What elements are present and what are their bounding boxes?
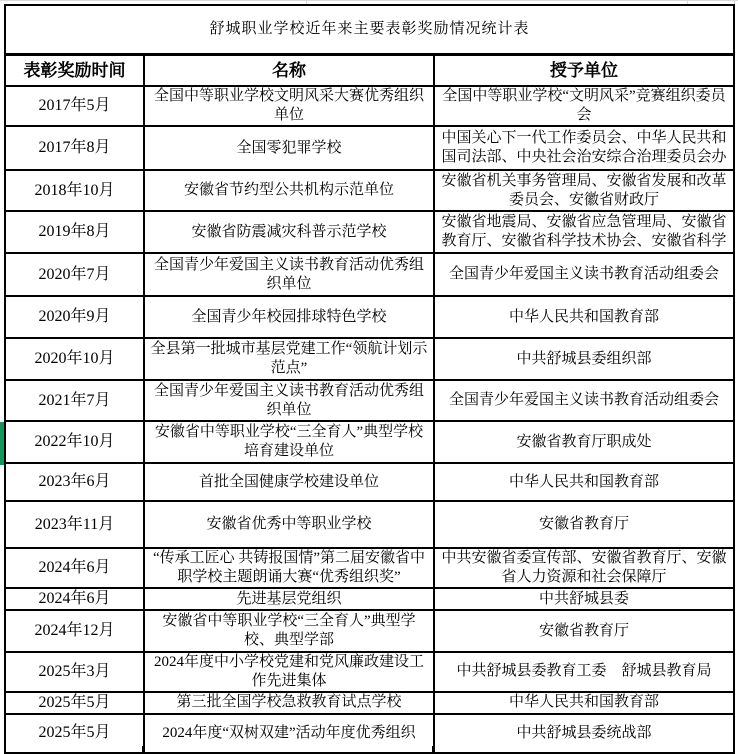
award-unit-cell[interactable]: 中共舒城县委 xyxy=(434,588,734,610)
awards-table xyxy=(4,4,735,754)
award-time-cell[interactable]: 2020年7月 xyxy=(5,253,144,296)
award-unit-cell[interactable]: 中共舒城县委教育工委 舒城县教育局 xyxy=(434,652,734,692)
award-unit-cell[interactable]: 安徽省教育厅 xyxy=(434,610,734,652)
table-row xyxy=(5,463,734,501)
award-unit-cell[interactable]: 全国青少年爱国主义读书教育活动组委会 xyxy=(434,253,734,296)
table-border-stub xyxy=(142,746,144,753)
table-border-stub xyxy=(432,746,434,753)
table-row xyxy=(5,692,734,714)
award-time-cell[interactable]: 2021年7月 xyxy=(5,380,144,421)
award-time-cell[interactable]: 2024年12月 xyxy=(5,610,144,652)
award-name-cell[interactable]: 先进基层党组织 xyxy=(144,588,434,610)
award-unit-cell[interactable]: 中华人民共和国教育部 xyxy=(434,463,734,501)
award-time-cell[interactable]: 2023年6月 xyxy=(5,463,144,501)
award-time-cell[interactable]: 2020年10月 xyxy=(5,338,144,380)
award-time-cell[interactable]: 2019年8月 xyxy=(5,211,144,253)
award-name-cell[interactable]: 全国中等职业学校文明风采大赛优秀组织单位 xyxy=(144,86,434,126)
column-header-unit[interactable]: 授予单位 xyxy=(434,54,734,86)
column-header-time[interactable]: 表彰奖励时间 xyxy=(5,54,144,86)
award-name-cell[interactable]: 全国青少年爱国主义读书教育活动优秀组织单位 xyxy=(144,253,434,296)
award-unit-cell[interactable]: 中华人民共和国教育部 xyxy=(434,296,734,338)
award-time-cell[interactable]: 2023年11月 xyxy=(5,501,144,548)
table-row xyxy=(5,652,734,692)
award-time-cell[interactable]: 2024年6月 xyxy=(5,548,144,588)
award-unit-cell[interactable]: 安徽省教育厅 xyxy=(434,501,734,548)
header-row xyxy=(5,54,734,86)
award-name-cell[interactable]: 全国青少年爱国主义读书教育活动优秀组织单位 xyxy=(144,380,434,421)
award-name-cell[interactable]: 安徽省中等职业学校“三全育人”典型学校、典型学部 xyxy=(144,610,434,652)
table-row xyxy=(5,211,734,253)
award-name-cell[interactable]: 安徽省优秀中等职业学校 xyxy=(144,501,434,548)
award-name-cell[interactable]: 首批全国健康学校建设单位 xyxy=(144,463,434,501)
table-row xyxy=(5,86,734,126)
award-time-cell[interactable]: 2017年8月 xyxy=(5,126,144,170)
award-unit-cell[interactable]: 中共舒城县委统战部 xyxy=(434,714,734,753)
award-time-cell[interactable]: 2025年5月 xyxy=(5,692,144,714)
table-row xyxy=(5,714,734,753)
award-unit-cell[interactable]: 安徽省教育厅职成处 xyxy=(434,421,734,463)
award-time-cell[interactable]: 2022年10月 xyxy=(5,421,144,463)
award-name-cell[interactable]: “传承工匠心 共铸报国情”第二届安徽省中职学校主题朗诵大赛“优秀组织奖” xyxy=(144,548,434,588)
table-row xyxy=(5,253,734,296)
award-time-cell[interactable]: 2025年3月 xyxy=(5,652,144,692)
table-row xyxy=(5,380,734,421)
award-time-cell[interactable]: 2017年5月 xyxy=(5,86,144,126)
award-time-cell[interactable]: 2024年6月 xyxy=(5,588,144,610)
table-row xyxy=(5,501,734,548)
award-unit-cell[interactable]: 全国中等职业学校“文明风采”竞赛组织委员会 xyxy=(434,86,734,126)
award-name-cell[interactable]: 2024年度中小学校党建和党风廉政建设工作先进集体 xyxy=(144,652,434,692)
award-name-cell[interactable]: 2024年度“双树双建”活动年度优秀组织 xyxy=(144,714,434,753)
table-row xyxy=(5,610,734,652)
award-name-cell[interactable]: 安徽省中等职业学校“三全育人”典型学校培育建设单位 xyxy=(144,421,434,463)
award-name-cell[interactable]: 全国青少年校园排球特色学校 xyxy=(144,296,434,338)
award-name-cell[interactable]: 安徽省节约型公共机构示范单位 xyxy=(144,170,434,211)
award-name-cell[interactable]: 全县第一批城市基层党建工作“领航计划示范点” xyxy=(144,338,434,380)
award-unit-cell[interactable]: 安徽省机关事务管理局、安徽省发展和改革委员会、安徽省财政厅 xyxy=(434,170,734,211)
award-name-cell[interactable]: 全国零犯罪学校 xyxy=(144,126,434,170)
table-row xyxy=(5,421,734,463)
award-time-cell[interactable]: 2018年10月 xyxy=(5,170,144,211)
selected-cell-highlight xyxy=(0,422,4,465)
award-unit-cell[interactable]: 中共舒城县委组织部 xyxy=(434,338,734,380)
title-row xyxy=(5,5,734,54)
table-row xyxy=(5,126,734,170)
table-row xyxy=(5,296,734,338)
table-title-cell[interactable]: 舒城职业学校近年来主要表彰奖励情况统计表 xyxy=(5,5,734,54)
award-unit-cell[interactable]: 中华人民共和国教育部 xyxy=(434,692,734,714)
table-row xyxy=(5,170,734,211)
awards-table-body xyxy=(5,86,734,753)
award-name-cell[interactable]: 第三批全国学校急救教育试点学校 xyxy=(144,692,434,714)
award-unit-cell[interactable]: 安徽省地震局、安徽省应急管理局、安徽省教育厅、安徽省科学技术协会、安徽省科学 xyxy=(434,211,734,253)
award-unit-cell[interactable]: 中国关心下一代工作委员会、中华人民共和国司法部、中央社会治安综合治理委员会办 xyxy=(434,126,734,170)
award-unit-cell[interactable]: 全国青少年爱国主义读书教育活动组委会 xyxy=(434,380,734,421)
award-time-cell[interactable]: 2025年5月 xyxy=(5,714,144,753)
award-time-cell[interactable]: 2020年9月 xyxy=(5,296,144,338)
column-header-name[interactable]: 名称 xyxy=(144,54,434,86)
award-unit-cell[interactable]: 中共安徽省委宣传部、安徽省教育厅、安徽省人力资源和社会保障厅 xyxy=(434,548,734,588)
award-name-cell[interactable]: 安徽省防震减灾科普示范学校 xyxy=(144,211,434,253)
table-row xyxy=(5,548,734,588)
table-row xyxy=(5,338,734,380)
table-row xyxy=(5,588,734,610)
